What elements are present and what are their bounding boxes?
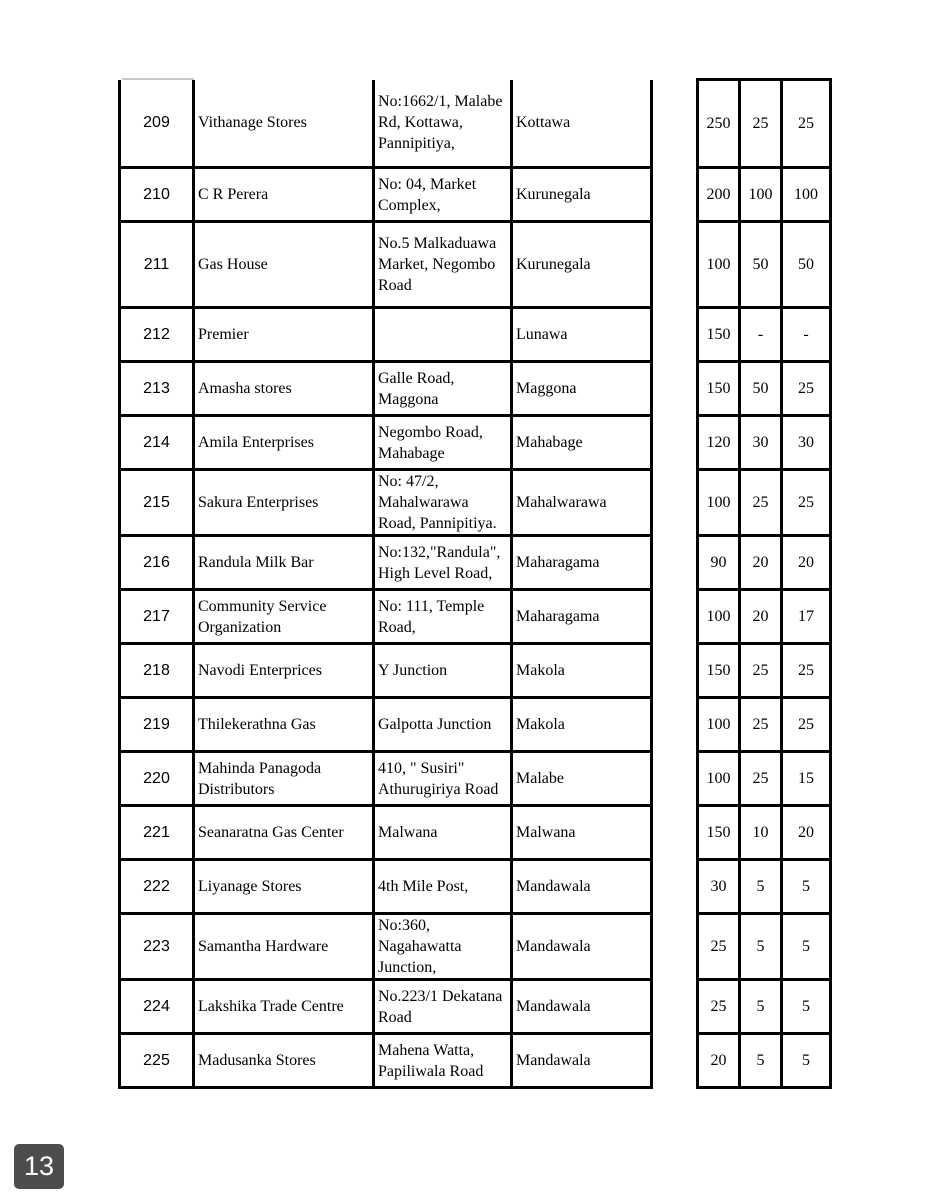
table-row [120,362,831,416]
dealer-address: Galle Road, Maggona [374,362,512,416]
quantity-1: 100 [698,698,740,752]
column-gap [652,470,698,536]
row-number: 217 [120,590,194,644]
quantity-3: 25 [782,470,831,536]
column-gap [652,1034,698,1088]
dealer-table [118,78,832,1089]
quantity-3: 30 [782,416,831,470]
column-gap [652,752,698,806]
column-gap [652,914,698,980]
row-number: 224 [120,980,194,1034]
dealer-address: Negombo Road, Mahabage [374,416,512,470]
quantity-3: - [782,308,831,362]
row-number: 215 [120,470,194,536]
dealer-address [374,308,512,362]
quantity-2: 5 [740,1034,782,1088]
quantity-2: 25 [740,470,782,536]
dealer-area: Mahabage [512,416,652,470]
column-gap [652,308,698,362]
dealer-name: Amasha stores [194,362,374,416]
quantity-1: 25 [698,980,740,1034]
dealer-name: Vithanage Stores [194,80,374,168]
table-row [120,536,831,590]
quantity-3: 5 [782,860,831,914]
table-row [120,914,831,980]
dealer-address: No.5 Malkaduawa Market, Negombo Road [374,222,512,308]
page-number-badge: 13 [14,1144,64,1189]
quantity-3: 25 [782,644,831,698]
dealer-area: Malabe [512,752,652,806]
dealer-area: Mahalwarawa [512,470,652,536]
table-row [120,590,831,644]
quantity-1: 100 [698,752,740,806]
row-number: 213 [120,362,194,416]
dealer-name: Navodi Enterprices [194,644,374,698]
table-row [120,980,831,1034]
quantity-2: 20 [740,536,782,590]
row-number: 219 [120,698,194,752]
quantity-1: 100 [698,470,740,536]
column-gap [652,362,698,416]
dealer-name: Premier [194,308,374,362]
dealer-address: No: 04, Market Complex, [374,168,512,222]
row-number: 225 [120,1034,194,1088]
table-row [120,80,831,168]
dealer-name: Randula Milk Bar [194,536,374,590]
row-number: 214 [120,416,194,470]
dealer-address: 4th Mile Post, [374,860,512,914]
dealer-area: Makola [512,644,652,698]
quantity-1: 200 [698,168,740,222]
quantity-3: 17 [782,590,831,644]
dealer-address: No:132,"Randula", High Level Road, [374,536,512,590]
column-gap [652,806,698,860]
table-row [120,168,831,222]
quantity-2: 50 [740,222,782,308]
quantity-3: 15 [782,752,831,806]
dealer-name: Amila Enterprises [194,416,374,470]
dealer-area: Maggona [512,362,652,416]
row-number: 221 [120,806,194,860]
quantity-3: 20 [782,806,831,860]
quantity-2: 30 [740,416,782,470]
dealer-address: No: 47/2, Mahalwarawa Road, Pannipitiya. [374,470,512,536]
table-row [120,222,831,308]
quantity-2: 25 [740,698,782,752]
column-gap [652,416,698,470]
dealer-area: Makola [512,698,652,752]
column-gap [652,590,698,644]
row-number: 212 [120,308,194,362]
dealer-area: Mandawala [512,860,652,914]
quantity-1: 30 [698,860,740,914]
table-row [120,308,831,362]
dealer-area: Mandawala [512,914,652,980]
dealer-name: Gas House [194,222,374,308]
table-row [120,698,831,752]
dealer-name: Lakshika Trade Centre [194,980,374,1034]
quantity-2: - [740,308,782,362]
row-number: 210 [120,168,194,222]
dealer-address: Galpotta Junction [374,698,512,752]
row-number: 209 [120,80,194,168]
column-gap [652,80,698,168]
table-row [120,1034,831,1088]
dealer-address: No:1662/1, Malabe Rd, Kottawa, Pannipitiya, [374,80,512,168]
dealer-area: Kottawa [512,80,652,168]
quantity-2: 20 [740,590,782,644]
quantity-1: 100 [698,590,740,644]
dealer-name: Mahinda Panagoda Distributors [194,752,374,806]
column-gap [652,644,698,698]
column-gap [652,698,698,752]
table-row [120,416,831,470]
dealer-area: Maharagama [512,536,652,590]
quantity-1: 20 [698,1034,740,1088]
quantity-1: 250 [698,80,740,168]
dealer-address: Y Junction [374,644,512,698]
row-number: 218 [120,644,194,698]
table-row [120,752,831,806]
dealer-name: C R Perera [194,168,374,222]
dealer-area: Malwana [512,806,652,860]
row-number: 211 [120,222,194,308]
dealer-name: Samantha Hardware [194,914,374,980]
row-number: 216 [120,536,194,590]
quantity-1: 100 [698,222,740,308]
dealer-area: Maharagama [512,590,652,644]
dealer-area: Kurunegala [512,168,652,222]
dealer-name: Liyanage Stores [194,860,374,914]
quantity-2: 5 [740,980,782,1034]
quantity-3: 100 [782,168,831,222]
quantity-2: 100 [740,168,782,222]
table-row [120,806,831,860]
dealer-address: No:360, Nagahawatta Junction, [374,914,512,980]
dealer-address: No.223/1 Dekatana Road [374,980,512,1034]
quantity-2: 25 [740,644,782,698]
quantity-1: 90 [698,536,740,590]
quantity-3: 25 [782,80,831,168]
quantity-2: 10 [740,806,782,860]
column-gap [652,222,698,308]
dealer-address: No: 111, Temple Road, [374,590,512,644]
dealer-name: Sakura Enterprises [194,470,374,536]
dealer-area: Mandawala [512,980,652,1034]
quantity-3: 20 [782,536,831,590]
quantity-1: 150 [698,644,740,698]
dealer-name: Seanaratna Gas Center [194,806,374,860]
column-gap [652,860,698,914]
dealer-address: Malwana [374,806,512,860]
dealer-name: Thilekerathna Gas [194,698,374,752]
quantity-2: 5 [740,860,782,914]
quantity-2: 25 [740,80,782,168]
dealer-address: 410, " Susiri" Athurugiriya Road [374,752,512,806]
dealer-area: Lunawa [512,308,652,362]
quantity-1: 150 [698,362,740,416]
table-row [120,644,831,698]
quantity-3: 5 [782,980,831,1034]
row-number: 223 [120,914,194,980]
row-number: 220 [120,752,194,806]
quantity-1: 150 [698,806,740,860]
row-number: 222 [120,860,194,914]
quantity-2: 25 [740,752,782,806]
dealer-address: Mahena Watta, Papiliwala Road [374,1034,512,1088]
table-row [120,860,831,914]
quantity-1: 25 [698,914,740,980]
quantity-1: 120 [698,416,740,470]
column-gap [652,980,698,1034]
table-row [120,470,831,536]
dealer-name: Community Service Organization [194,590,374,644]
column-gap [652,536,698,590]
quantity-3: 25 [782,698,831,752]
quantity-1: 150 [698,308,740,362]
quantity-3: 50 [782,222,831,308]
quantity-3: 25 [782,362,831,416]
quantity-2: 5 [740,914,782,980]
dealer-name: Madusanka Stores [194,1034,374,1088]
quantity-2: 50 [740,362,782,416]
dealer-area: Mandawala [512,1034,652,1088]
dealer-area: Kurunegala [512,222,652,308]
column-gap [652,168,698,222]
quantity-3: 5 [782,914,831,980]
quantity-3: 5 [782,1034,831,1088]
